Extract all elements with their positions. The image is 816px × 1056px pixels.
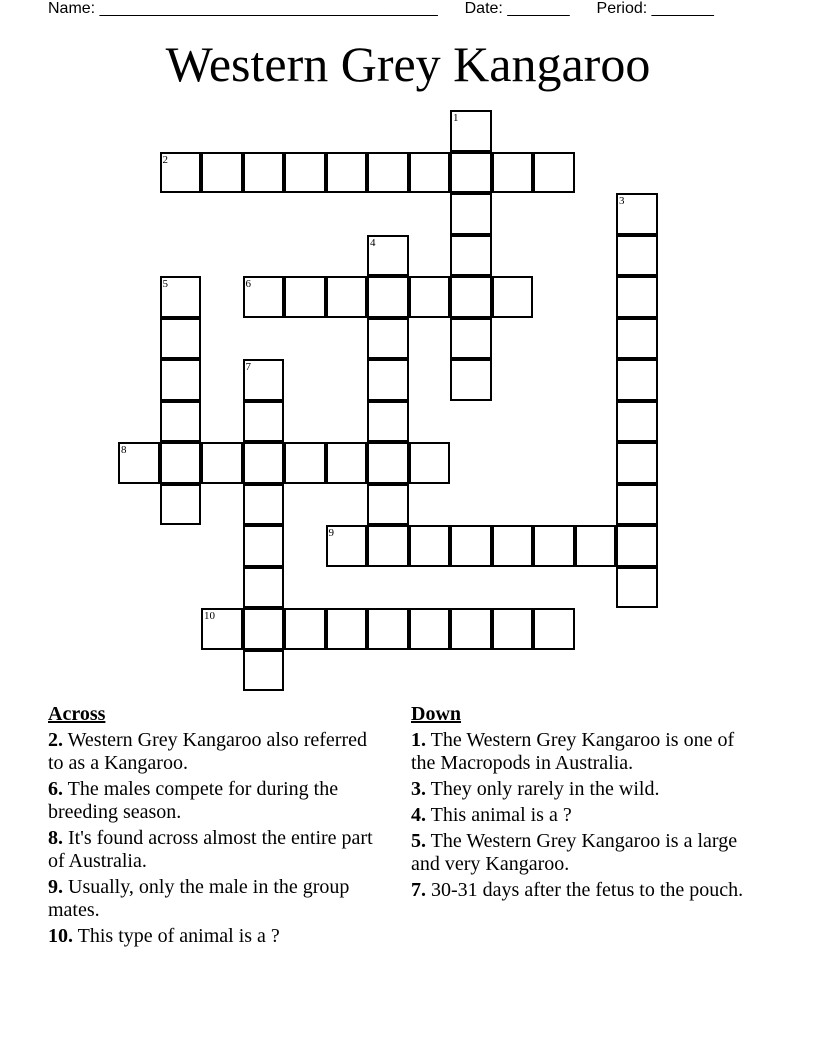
grid-cell[interactable] (450, 235, 492, 277)
grid-cell[interactable] (575, 525, 617, 567)
grid-cell[interactable] (450, 318, 492, 360)
grid-cell[interactable] (160, 442, 202, 484)
grid-cell[interactable] (367, 525, 409, 567)
period-field-label: Period: _______ (596, 0, 714, 17)
grid-cell[interactable] (409, 525, 451, 567)
page-title: Western Grey Kangaroo (165, 36, 651, 92)
clue-number-label: 2 (162, 153, 168, 166)
grid-cell[interactable] (616, 235, 658, 277)
grid-cell[interactable] (243, 401, 285, 443)
clue-number: 9. (48, 876, 63, 898)
clue-number: 2. (48, 729, 63, 751)
grid-cell[interactable] (450, 525, 492, 567)
clue-down-3 (411, 778, 756, 801)
grid-cell[interactable] (284, 608, 326, 650)
grid-cell[interactable] (326, 608, 368, 650)
grid-cell[interactable] (243, 484, 285, 526)
clue-text: They only rarely in the wild. (426, 778, 660, 800)
clue-number-label: 9 (328, 527, 334, 539)
grid-cell[interactable] (243, 567, 285, 609)
clue-down-4 (411, 804, 756, 827)
grid-cell[interactable] (450, 276, 492, 318)
grid-cell[interactable] (616, 276, 658, 318)
grid-cell[interactable] (492, 525, 534, 567)
clue-number-label: 5 (162, 278, 168, 290)
clue-text: The Western Grey Kangaroo is a large and very Kangaroo. (411, 830, 738, 875)
grid-cell[interactable] (284, 276, 326, 318)
grid-cell[interactable] (326, 276, 368, 318)
grid-cell[interactable] (201, 442, 243, 484)
grid-cell[interactable] (616, 359, 658, 401)
grid-cell[interactable] (160, 484, 202, 526)
grid-cell[interactable] (367, 442, 409, 484)
grid-cell[interactable] (492, 276, 534, 318)
clue-across-10 (48, 925, 378, 948)
clue-number-label: 10 (204, 610, 215, 622)
grid-cell[interactable] (326, 442, 368, 484)
date-field-label: Date: _______ (464, 0, 570, 17)
grid-cell[interactable] (409, 608, 451, 650)
clue-number: 1. (411, 729, 426, 751)
grid-cell[interactable] (616, 401, 658, 443)
clue-across-2 (48, 729, 378, 775)
grid-cell[interactable] (409, 442, 451, 484)
grid-cell[interactable] (450, 193, 492, 235)
grid-cell[interactable] (616, 442, 658, 484)
clue-text: This animal is a ? (426, 804, 572, 826)
grid-cell[interactable] (616, 567, 658, 609)
clue-across-6 (48, 778, 378, 824)
grid-cell[interactable] (160, 401, 202, 443)
grid-cell[interactable] (243, 525, 285, 567)
grid-cell[interactable] (450, 608, 492, 650)
grid-cell[interactable] (409, 152, 451, 194)
clue-number: 5. (411, 830, 426, 852)
grid-cell[interactable] (533, 608, 575, 650)
grid-cell[interactable] (367, 359, 409, 401)
clue-number: 10. (48, 925, 73, 947)
grid-cell[interactable] (201, 152, 243, 194)
grid-cell[interactable] (450, 359, 492, 401)
clue-down-5 (411, 830, 756, 876)
grid-cell[interactable] (533, 525, 575, 567)
grid-cell[interactable] (243, 608, 285, 650)
clue-down-7 (411, 879, 756, 902)
grid-cell[interactable] (367, 152, 409, 194)
across-clues (48, 703, 378, 951)
grid-cell[interactable] (284, 442, 326, 484)
grid-cell[interactable] (616, 318, 658, 360)
grid-cell[interactable] (160, 318, 202, 360)
clue-number-label: 6 (245, 278, 251, 290)
grid-cell[interactable] (492, 152, 534, 194)
grid-cell[interactable] (450, 152, 492, 194)
grid-cell[interactable] (367, 608, 409, 650)
grid-cell[interactable] (243, 650, 285, 692)
clue-across-8 (48, 827, 378, 873)
grid-cell[interactable] (409, 276, 451, 318)
grid-cell[interactable] (243, 442, 285, 484)
grid-cell[interactable] (367, 318, 409, 360)
grid-cell[interactable] (616, 484, 658, 526)
clue-text: 30-31 days after the fetus to the pouch. (426, 879, 744, 901)
grid-cell[interactable] (367, 276, 409, 318)
grid-cell[interactable] (367, 401, 409, 443)
clue-number-label: 1 (453, 112, 459, 124)
clue-number-label: 3 (619, 195, 625, 207)
clue-number: 3. (411, 778, 426, 800)
clue-number: 7. (411, 879, 426, 901)
clue-text: It's found across almost the entire part of Australia. (48, 827, 373, 872)
down-clues (411, 703, 756, 905)
name-field-label: Name: ______________________________________ (48, 0, 438, 17)
grid-cell[interactable] (616, 525, 658, 567)
across-heading: Across (48, 703, 106, 725)
grid-cell[interactable] (284, 152, 326, 194)
grid-cell[interactable] (160, 359, 202, 401)
clue-number: 6. (48, 778, 63, 800)
grid-cell[interactable] (367, 484, 409, 526)
grid-cell[interactable] (533, 152, 575, 194)
clue-down-1 (411, 729, 756, 775)
clue-number-label: 4 (370, 236, 376, 249)
down-heading: Down (411, 703, 462, 725)
clue-text: The Western Grey Kangaroo is one of the Macropods in Australia. (411, 729, 735, 774)
clue-number: 8. (48, 827, 63, 849)
clue-text: Western Grey Kangaroo also referred to as a Kangaroo. (48, 729, 367, 774)
clue-text: Usually, only the male in the group mates. (48, 876, 350, 921)
grid-cell[interactable] (492, 608, 534, 650)
clue-text: This type of animal is a ? (73, 925, 280, 947)
clue-number-label: 8 (121, 444, 127, 456)
grid-cell[interactable] (243, 152, 285, 194)
clue-number-label: 7 (245, 361, 251, 373)
grid-cell[interactable] (326, 152, 368, 194)
clue-number: 4. (411, 804, 426, 826)
clue-across-9 (48, 876, 378, 922)
clue-text: The males compete for during the breeding season. (48, 778, 339, 823)
